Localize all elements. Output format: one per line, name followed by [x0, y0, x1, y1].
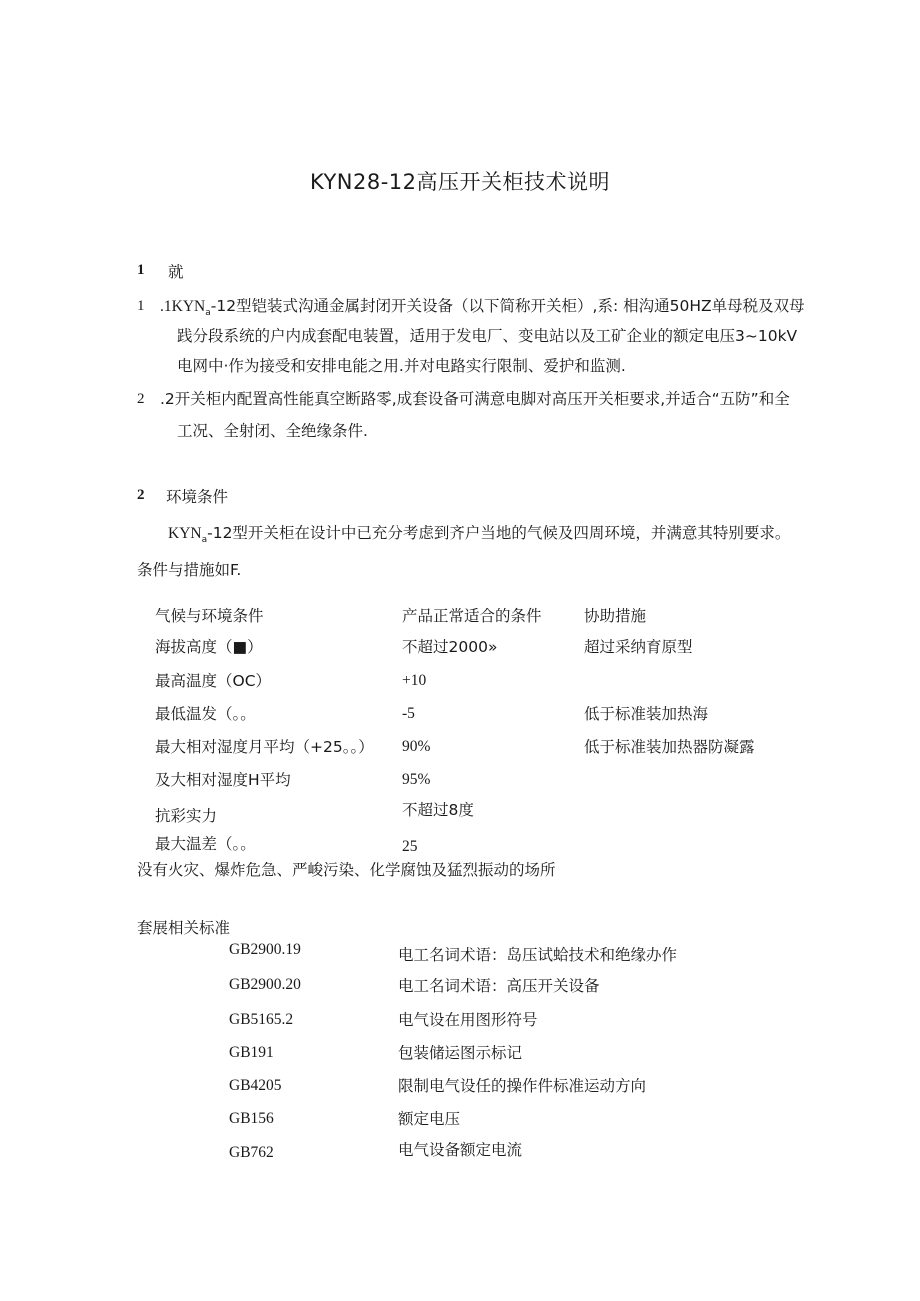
section-2-heading: 环境条件: [166, 488, 229, 506]
env-row-mintemp-condition: 最低温发（。。: [155, 705, 256, 723]
standard-code: GB2900.19: [229, 941, 301, 958]
section-2-number: 2: [137, 487, 145, 503]
env-row-seismic-value: 不超过8度: [402, 801, 474, 819]
env-header-normal: 产品正常适合的条件: [402, 607, 542, 625]
env-header-condition: 气候与环境条件: [155, 607, 264, 625]
section-1-heading: 就: [168, 263, 184, 281]
env-header-measures: 协助措施: [584, 607, 647, 625]
env-row-tempdiff-condition: 最大温差（。。: [155, 835, 256, 853]
standard-desc: 限制电气设任的操作件标准运动方向: [398, 1077, 647, 1095]
standard-desc: 电工名词术语：岛压试蛤技术和绝缘办作: [398, 946, 678, 964]
para-1-2-number: 2: [137, 391, 145, 407]
para-1-1-line-2: 践分段系统的户内成套配电装置，适用于发电厂、变电站以及工矿企业的额定电压3~10kV: [177, 327, 798, 345]
env-row-humidity-month-value: 90%: [402, 738, 431, 755]
env-row-maxtemp-condition: 最高温度（OC）: [155, 672, 272, 690]
env-row-humidity-month-measure: 低于标准装加热器防凝露: [584, 738, 755, 756]
env-row-seismic-condition: 抗彩实力: [155, 807, 218, 825]
para-1-2-line-2: 工况、全射闭、全绝缘条件.: [177, 422, 368, 440]
section-2-intro-line-2: 条件与措施如F.: [137, 561, 242, 579]
standard-code: GB156: [229, 1110, 274, 1127]
env-row-mintemp-measure: 低于标准装加热海: [584, 705, 709, 723]
standard-code: GB191: [229, 1044, 274, 1061]
para-1-1-line-1: $.1KYN_a-12$型铠装式沟通金属封闭开关设备（以下简称开关柜）,系: 相沟通50HZ单母税及双母: [160, 297, 805, 319]
env-row-altitude-measure: 超过采纳育原型: [584, 638, 693, 656]
para-1-2-line-1: .2开关柜内配置高性能真空断路零,成套设备可满意电脚对高压开关柜要求,并适合“五防”和全: [160, 390, 790, 408]
standard-desc: 额定电压: [398, 1110, 461, 1128]
env-row-altitude-condition: 海拔高度（■）: [155, 638, 263, 656]
standard-desc: 电工名词术语：高压开关设备: [398, 977, 600, 995]
standard-code: GB5165.2: [229, 1011, 294, 1028]
standards-heading: 套展相关标准: [137, 919, 231, 937]
env-row-tempdiff-value: 25: [402, 838, 418, 855]
env-row-altitude-value: 不超过2000»: [402, 638, 498, 656]
env-row-maxtemp-value: +10: [402, 672, 427, 689]
env-note: 没有火灾、爆炸危急、严峻污染、化学腐蚀及猛烈振动的场所: [137, 861, 556, 879]
standard-code: GB4205: [229, 1077, 282, 1094]
env-row-humidity-day-condition: 及大相对湿度H平均: [155, 771, 291, 789]
standard-code: GB2900.20: [229, 976, 301, 993]
env-row-mintemp-value: -5: [402, 705, 415, 722]
env-row-humidity-month-condition: 最大相对湿度月平均（+25。。）: [155, 738, 374, 756]
standard-desc: 包装储运图示标记: [398, 1044, 523, 1062]
env-row-humidity-day-value: 95%: [402, 771, 431, 788]
section-1-number: 1: [137, 262, 145, 278]
para-1-1-number: 1: [137, 298, 145, 314]
para-1-1-line-3: 电网中·作为接受和安排电能之用.并对电路实行限制、爱护和监测.: [177, 357, 626, 375]
standard-desc: 电气设在用图形符号: [398, 1011, 538, 1029]
section-2-intro-line-1: $KYN_a-12$型开关柜在设计中已充分考虑到齐户当地的气候及四周环境，并满意其特别要求。: [168, 524, 791, 546]
standard-desc: 电气设备额定电流: [398, 1141, 523, 1159]
standard-code: GB762: [229, 1144, 274, 1161]
page-title: KYN28-12高压开关柜技术说明: [309, 170, 611, 194]
